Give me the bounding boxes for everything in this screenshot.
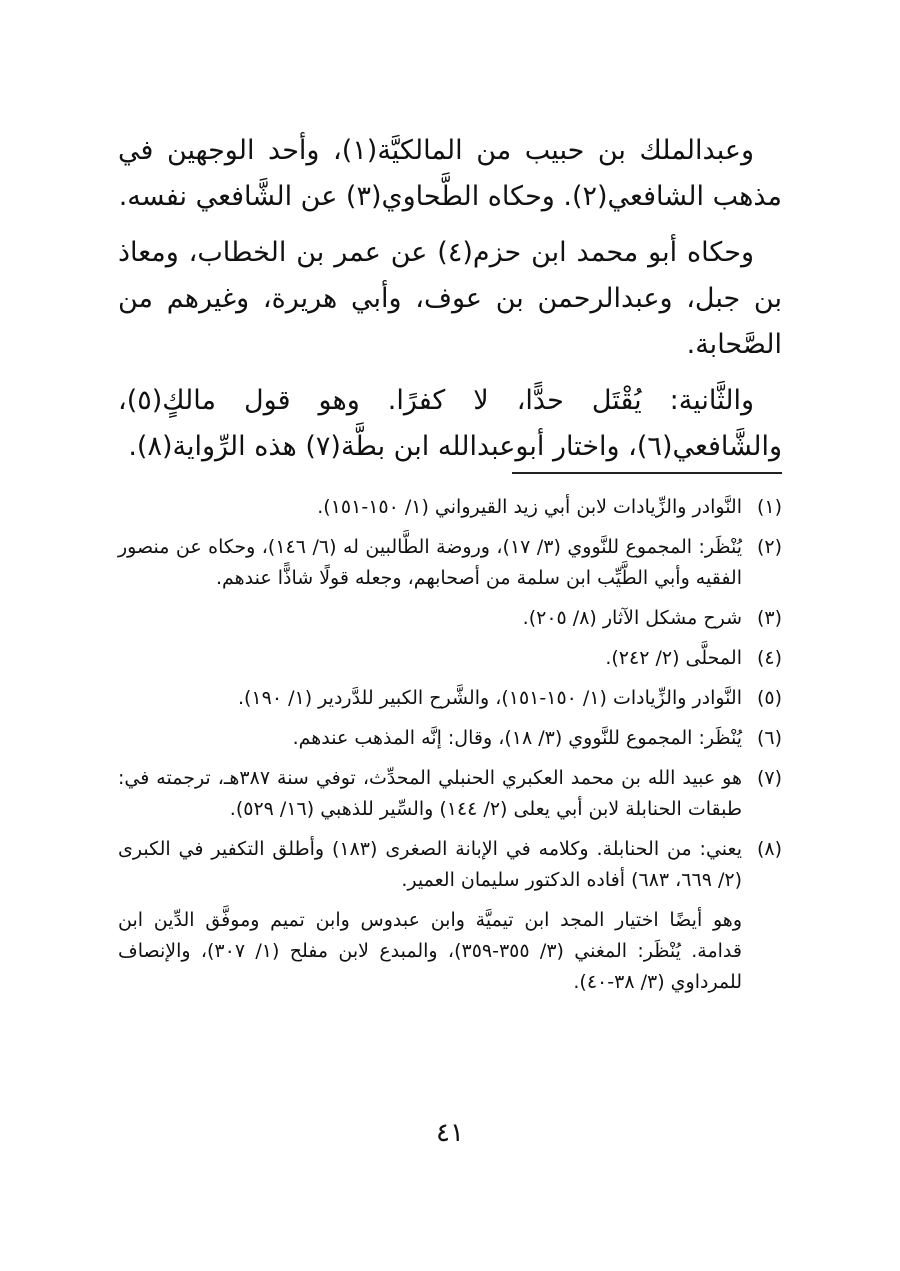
footnote-6: [118, 723, 782, 754]
footnote-number: (٥): [756, 687, 782, 709]
footnote-text: النَّوادر والزِّيادات لابن أبي زيد القيرواني (١/ ١٥٠-١٥١).: [317, 496, 742, 518]
footnote-number: (٢): [756, 536, 782, 558]
footnote-5: [118, 683, 782, 714]
footnote-number: (٨): [756, 838, 782, 860]
footnote-2: [118, 532, 782, 594]
footnotes: [118, 492, 782, 998]
footnote-7: [118, 763, 782, 825]
footnote-text: شرح مشكل الآثار (٨/ ٢٠٥).: [522, 607, 742, 629]
footnote-text: النَّوادر والزِّيادات (١/ ١٥٠-١٥١)، والشَّرح الكبير للدَّردير (١/ ١٩٠).: [237, 687, 742, 709]
paragraph-1: وعبدالملك بن حبيب من المالكيَّة(١)، وأحد الوجهين في مذهب الشافعي(٢). وحكاه الطَّحاوي(٣) عن الشَّافعي نفسه.: [118, 135, 782, 212]
footnote-number: (٦): [756, 727, 782, 749]
footnote-number: (١): [756, 496, 782, 518]
footnote-1: [118, 492, 782, 523]
paragraph-3: والثَّانية: يُقْتَل حدًّا، لا كفرًا. وهو قول مالكٍ(٥)، والشَّافعي(٦)، واختار أبوعبدالله ابن بطَّة(٧) هذه الرِّواية(٨).: [118, 385, 782, 462]
footnote-text: هو عبيد الله بن محمد العكبري الحنبلي المحدِّث، توفي سنة ٣٨٧هـ، ترجمته في: طبقات الحنابلة لابن أبي يعلى (٢/ ١٤٤) والسِّير للذهبي (١٦/ ٥٢٩).: [118, 767, 742, 820]
footnote-text: يُنْظَر: المجموع للنَّووي (٣/ ١٧)، وروضة الطَّالبين له (٦/ ١٤٦)، وحكاه عن منصور الفقيه وأبي الطَّيِّب ابن سلمة من أصحابهم، وجعله قولًا شاذًّا عندهم.: [118, 536, 742, 589]
paragraph-2: وحكاه أبو محمد ابن حزم(٤) عن عمر بن الخطاب، ومعاذ بن جبل، وعبدالرحمن بن عوف، وأبي هريرة، وغيرهم من الصَّحابة.: [118, 237, 782, 360]
footnote-number: (٧): [756, 767, 782, 789]
footnote-number: (٣): [756, 607, 782, 629]
page-number: ٤١: [436, 1118, 464, 1148]
footnote-number: (٤): [756, 647, 782, 669]
footnote-text: المحلَّى (٢/ ٢٤٢).: [605, 647, 742, 669]
footnote-text: يعني: من الحنابلة. وكلامه في الإبانة الصغرى (١٨٣) وأطلق التكفير في الكبرى (٢/ ٦٦٩، ٦٨٣) أفاده الدكتور سليمان العمير.: [118, 838, 742, 891]
footnote-8: [118, 834, 782, 896]
main-text: [118, 128, 782, 480]
footnote-8-continuation: وهو أيضًا اختيار المجد ابن تيميَّة وابن عبدوس وابن تميم وموفَّق الدِّين ابن قدامة. يُنْظَر: المغني (٣/ ٣٥٥-٣٥٩)، والمبدع لابن مفلح (١/ ٣٠٧)، والإنصاف للمرداوي (٣/ ٣٨-٤٠).: [118, 909, 742, 993]
footnote-text: يُنْظَر: المجموع للنَّووي (٣/ ١٨)، وقال: إنَّه المذهب عندهم.: [292, 727, 742, 749]
footnote-4: [118, 643, 782, 674]
footnote-3: [118, 603, 782, 634]
footnote-divider: [512, 472, 782, 474]
